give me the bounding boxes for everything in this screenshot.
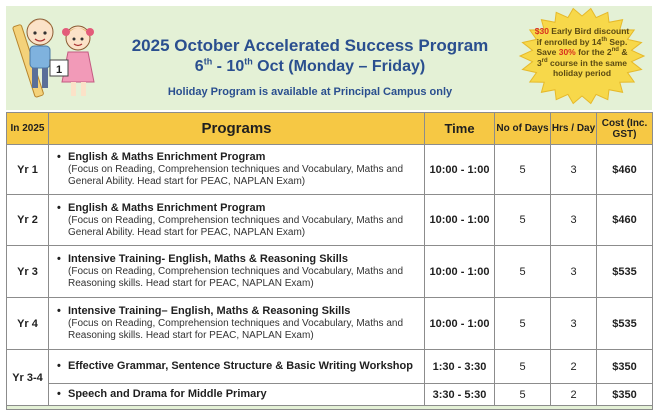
col-header-days: No of Days bbox=[495, 113, 551, 145]
table-row bbox=[7, 298, 653, 350]
program-title: 2025 October Accelerated Success Program bbox=[131, 36, 489, 55]
program-description: (Focus on Reading, Comprehension techniques and Vocabulary, Maths and General Ability. Head start for PEAC, NAPLAN Exam) bbox=[68, 214, 404, 238]
row-days: 5 bbox=[495, 195, 551, 246]
program-name: English & Maths Enrichment Program bbox=[68, 201, 266, 214]
row-hrs: 2 bbox=[551, 384, 597, 406]
program-table bbox=[6, 112, 653, 410]
children-illustration bbox=[10, 2, 110, 102]
table-header-row bbox=[7, 113, 653, 145]
program-name: Intensive Training- English, Maths & Reasoning Skills bbox=[68, 253, 348, 265]
row-program: • Intensive Training- English, Maths & Reasoning Skills (Focus on Reading, Comprehension techniques and Vocabulary, Maths and Reasoning skills. Head start for PEAC, NAPLAN Exam) bbox=[49, 246, 425, 298]
table-row bbox=[7, 350, 653, 384]
col-header-time: Time bbox=[425, 113, 495, 145]
row-program: • Effective Grammar, Sentence Structure & Basic Writing Workshop bbox=[49, 350, 425, 384]
program-dates: 6th - 10th Oct (Monday – Friday) bbox=[194, 56, 426, 75]
row-hrs: 3 bbox=[551, 246, 597, 298]
program-name: Effective Grammar, Sentence Structure & Basic Writing Workshop bbox=[68, 360, 413, 372]
row-hrs: 3 bbox=[551, 195, 597, 246]
table-row bbox=[7, 246, 653, 298]
row-year: Yr 3 bbox=[7, 246, 49, 298]
program-name: Speech and Drama for Middle Primary bbox=[68, 388, 267, 400]
row-time: 10:00 - 1:00 bbox=[425, 246, 495, 298]
row-days: 5 bbox=[495, 350, 551, 384]
row-days: 5 bbox=[495, 384, 551, 406]
row-cost: $460 bbox=[597, 145, 653, 195]
row-time: 1:30 - 3:30 bbox=[425, 350, 495, 384]
row-program: • Speech and Drama for Middle Primary bbox=[49, 384, 425, 406]
row-hrs: 2 bbox=[551, 350, 597, 384]
col-header-programs: Programs bbox=[49, 113, 425, 145]
row-cost: $460 bbox=[597, 195, 653, 246]
table-separator-row bbox=[7, 406, 653, 410]
row-time: 3:30 - 5:30 bbox=[425, 384, 495, 406]
row-days: 5 bbox=[495, 246, 551, 298]
early-bird-offer: $30 Early Bird discount if enrolled by 14th Sep. Save 30% for the 2nd & 3rd course in the same holiday period bbox=[534, 26, 630, 78]
row-program: • English & Maths Enrichment Program (Focus on Reading, Comprehension techniques and Vocabulary, Maths and General Ability. Head start for PEAC, NAPLAN Exam) bbox=[49, 145, 425, 195]
row-year: Yr 1 bbox=[7, 145, 49, 195]
table-row bbox=[7, 195, 653, 246]
program-description: (Focus on Reading, Comprehension techniques and Vocabulary, Maths and Reasoning skills. Head start for PEAC, NAPLAN Exam) bbox=[68, 266, 404, 289]
row-cost: $535 bbox=[597, 298, 653, 350]
row-year: Yr 4 bbox=[7, 298, 49, 350]
holiday-note: Holiday Program is available at Principal Campus only bbox=[167, 86, 453, 98]
row-days: 5 bbox=[495, 145, 551, 195]
title-block bbox=[118, 36, 502, 99]
row-time: 10:00 - 1:00 bbox=[425, 298, 495, 350]
program-description: (Focus on Reading, Comprehension techniques and Vocabulary, Maths and General Ability. Head start for PEAC, NAPLAN Exam) bbox=[68, 164, 404, 187]
row-hrs: 3 bbox=[551, 298, 597, 350]
row-cost: $350 bbox=[597, 384, 653, 406]
program-name: Intensive Training– English, Maths & Reasoning Skills bbox=[68, 305, 351, 317]
col-header-cost: Cost (Inc. GST) bbox=[597, 113, 653, 145]
book-number: 1 bbox=[55, 64, 63, 76]
table-row bbox=[7, 145, 653, 195]
program-name: English & Maths Enrichment Program bbox=[68, 151, 266, 163]
col-header-year: In 2025 bbox=[7, 113, 49, 145]
row-program: • English & Maths Enrichment Program (Focus on Reading, Comprehension techniques and Vocabulary, Maths and General Ability. Head start for PEAC, NAPLAN Exam) bbox=[49, 195, 425, 246]
row-cost: $535 bbox=[597, 246, 653, 298]
row-time: 10:00 - 1:00 bbox=[425, 145, 495, 195]
row-cost: $350 bbox=[597, 350, 653, 384]
row-year: Yr 2 bbox=[7, 195, 49, 246]
row-hrs: 3 bbox=[551, 145, 597, 195]
row-year: Yr 3-4 bbox=[7, 350, 49, 406]
table-row bbox=[7, 384, 653, 406]
row-program: • Intensive Training– English, Maths & Reasoning Skills (Focus on Reading, Comprehension techniques and Vocabulary, Maths and Reasoning skills. Head start for PEAC, NAPLAN Exam) bbox=[49, 298, 425, 350]
col-header-hrs: Hrs / Day bbox=[551, 113, 597, 145]
row-time: 10:00 - 1:00 bbox=[425, 195, 495, 246]
row-days: 5 bbox=[495, 298, 551, 350]
program-description: (Focus on Reading, Comprehension techniques and Vocabulary, Maths and Reasoning skills. Head start for PEAC, NAPLAN Exam) bbox=[68, 318, 404, 341]
